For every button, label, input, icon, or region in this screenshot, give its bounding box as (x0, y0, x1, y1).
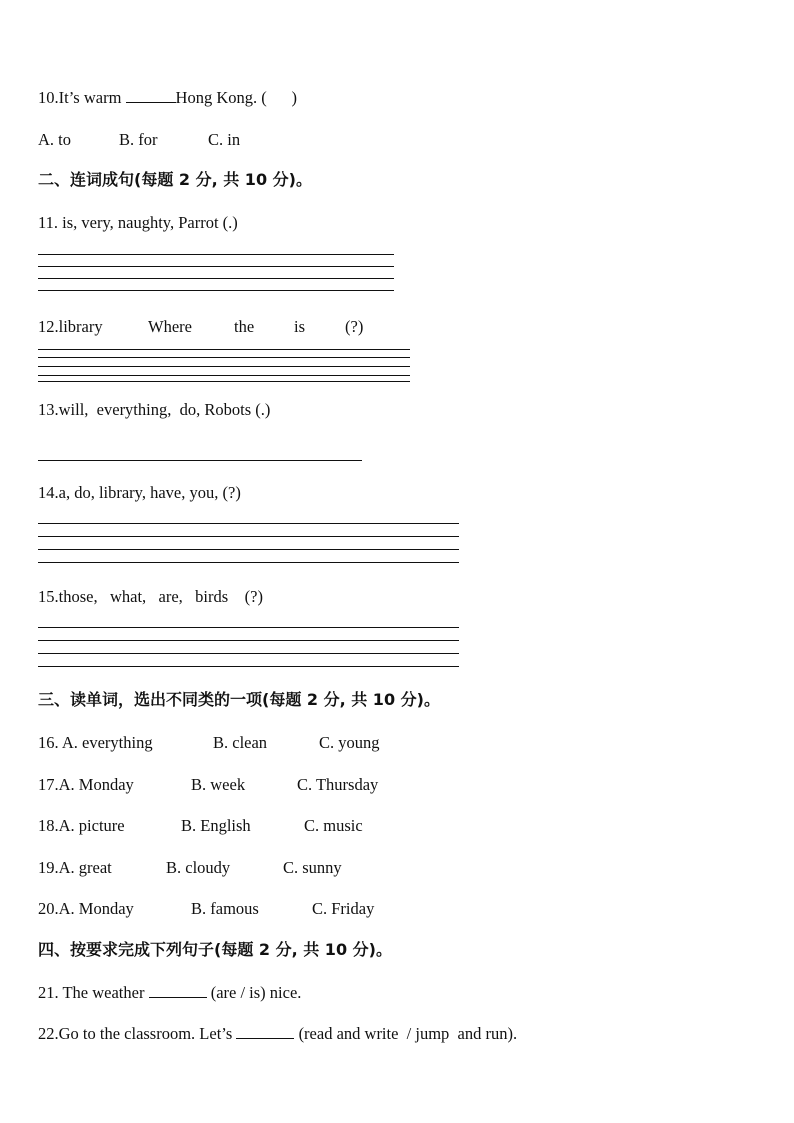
word: is (294, 317, 306, 336)
option-b: B. for (119, 130, 158, 149)
option-c: C. music (304, 816, 363, 835)
option-b: B. clean (213, 733, 268, 752)
question-21-text-after: (are / is) nice. (206, 983, 302, 1002)
option-a: 18.A. picture (38, 816, 125, 835)
answer-line[interactable] (38, 562, 459, 563)
answer-line[interactable] (38, 290, 394, 291)
answer-line[interactable] (38, 266, 394, 267)
answer-line[interactable] (38, 381, 410, 382)
section-heading: 三、读单词，选出不同类的一项(每题 2 分, 共 10 分)。 (38, 690, 440, 709)
word: Where (148, 317, 192, 336)
option-c: C. young (319, 733, 380, 752)
option-c: C. Friday (312, 899, 375, 918)
answer-blank[interactable] (236, 1024, 294, 1039)
option-c: C. Thursday (297, 775, 379, 794)
answer-line[interactable] (38, 254, 394, 255)
word: (?) (345, 317, 364, 336)
answer-line[interactable] (38, 549, 459, 550)
question-21 (38, 983, 301, 1003)
option-a: A. to (38, 130, 71, 149)
option-b: B. famous (191, 899, 259, 918)
question-14: 14.a, do, library, have, you, (?) (38, 483, 241, 502)
option-c: C. in (208, 130, 241, 149)
option-a: 20.A. Monday (38, 899, 134, 918)
answer-line[interactable] (38, 357, 410, 358)
question-22-text-before: 22.Go to the classroom. Let’s (38, 1024, 237, 1043)
answer-line[interactable] (38, 523, 459, 524)
question-21-text-before: 21. The weather (38, 983, 149, 1002)
question-10-text-after: Hong Kong. ( ) (175, 88, 297, 107)
answer-line[interactable] (38, 349, 410, 350)
option-b: B. week (191, 775, 246, 794)
option-b: B. English (181, 816, 251, 835)
answer-blank[interactable] (149, 983, 207, 998)
answer-line[interactable] (38, 666, 459, 667)
answer-line[interactable] (38, 536, 459, 537)
answer-line[interactable] (38, 375, 410, 376)
answer-blank[interactable] (126, 88, 176, 103)
question-11: 11. is, very, naughty, Parrot (.) (38, 213, 238, 232)
question-13: 13.will, everything, do, Robots (.) (38, 400, 271, 419)
word: 12.library (38, 317, 103, 336)
section-heading: 二、连词成句(每题 2 分, 共 10 分)。 (38, 170, 312, 189)
question-15: 15.those, what, are, birds (?) (38, 587, 263, 606)
option-a: 16. A. everything (38, 733, 153, 752)
question-22-text-after: (read and write / jump and run). (294, 1024, 518, 1043)
answer-line[interactable] (38, 640, 459, 641)
option-a: 19.A. great (38, 858, 112, 877)
option-c: C. sunny (283, 858, 342, 877)
section-heading: 四、按要求完成下列句子(每题 2 分, 共 10 分)。 (38, 940, 392, 959)
option-a: 17.A. Monday (38, 775, 134, 794)
answer-line[interactable] (38, 366, 410, 367)
question-22 (38, 1024, 517, 1044)
answer-line[interactable] (38, 460, 362, 461)
answer-line[interactable] (38, 653, 459, 654)
option-b: B. cloudy (166, 858, 231, 877)
word: the (234, 317, 255, 336)
answer-line[interactable] (38, 278, 394, 279)
question-10-text-before: 10.It’s warm (38, 88, 126, 107)
answer-line[interactable] (38, 627, 459, 628)
question-10 (38, 88, 297, 108)
